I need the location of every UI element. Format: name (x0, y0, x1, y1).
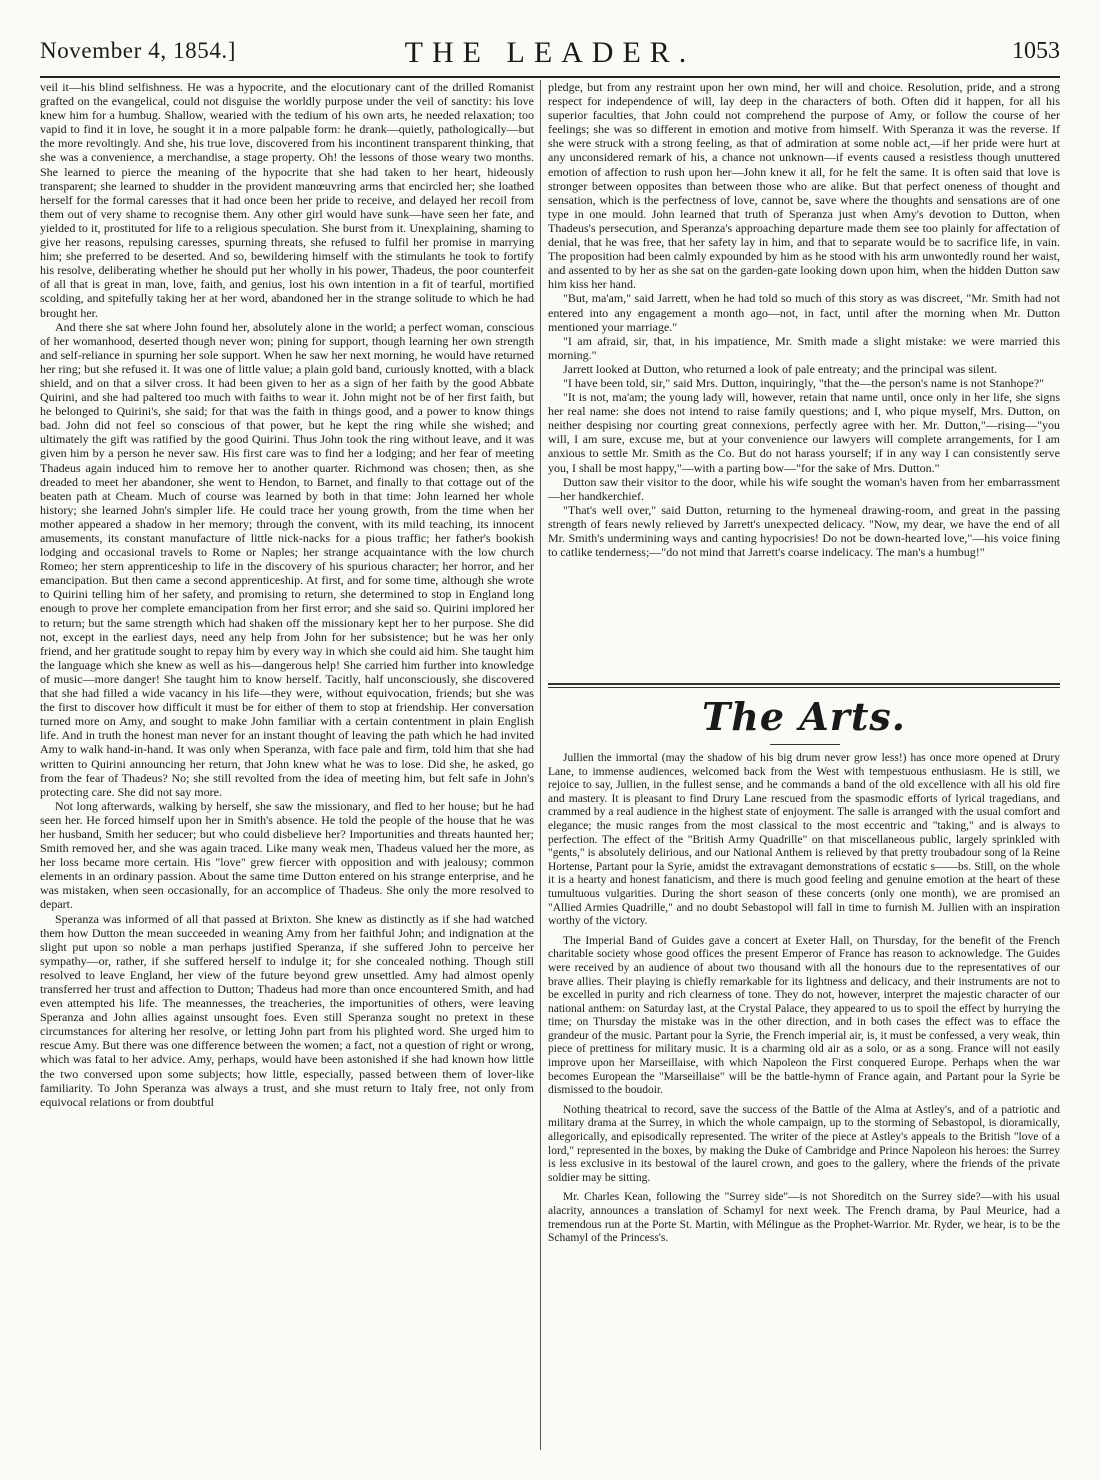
article-paragraph: "I am afraid, sir, that, in his impatience, Mr. Smith made a slight mistake: we were married this morning." (548, 333, 1060, 362)
article-paragraph: Speranza was informed of all that passed at Brixton. She knew as distinctly as if she had watched them how Dutton the mean succeeded in weaning Amy from her faithful John; and indignation at the slight put upon so noble a man perhaps justified Speranza, if she suffered John to perceive her sympathy—or, rather, if she suffered herself to indulge it; for she concealed nothing. Though still resolved to leave England, her view of the future beyond grew unsettled. Amy had almost openly transferred her trust and affection to Dutton; Thadeus had more than once encountered Smith, and had even attempted his life. The meannesses, the treacheries, the importunities of others, were leaving Speranza and John allies against unsought foes. Even still Speranza sought no pretext in these circumstances for altering her resolve, or letting John part from his plighted word. She urged him to rescue Amy. But there was one difference between the women; a fact, not a question of right or wrong, which was fatal to her advice. Amy, perhaps, would have been astonished if she had known how little the two conversed upon some subjects; how little, especially, passed between them of lover-like familiarity. To John Speranza was always a trust, and she must return to Italy free, not only from equivocal relations or from doubtful (40, 911, 534, 1109)
arts-paragraph: The Imperial Band of Guides gave a concert at Exeter Hall, on Thursday, for the benefit of the French charitable society whose good offices the present Emperor of France has reason to acknowledge. The Guides were received by an audience of about two thousand with all the honours due to the representatives of our brave allies. Their playing is chiefly remarkable for its lightness and delicacy, and their instruments are not to be excelled in purity and rich clearness of tone. They do not, however, interpret the majestic character of our national anthem: on Saturday last, at the Crystal Palace, they appeared to us to spoil the effect by hurrying the time; on Thursday the mistake was in the other direction, and in both cases the effect was to efface the grandeur of the music. Partant pour la Syrie, the French imperial air, is, it must be confessed, a very weak, thin piece of prettiness for military music. It is a charming old air as a solo, or as a song. France will not easily improve upon her Marseillaise, with which Napoleon the First conquered Europe. Perhaps when the war becomes European the "Marseillaise" will be the battle-hymn of France again, and Partant pour la Syrie be dismissed to the boudoir. (548, 934, 1060, 1097)
article-paragraph: Jarrett looked at Dutton, who returned a look of pale entreaty; and the principal was silent. (563, 361, 998, 376)
heading-underline (770, 744, 840, 745)
arts-paragraph: Jullien the immortal (may the shadow of his big drum never grow less!) has once more opened at Drury Lane, to immense audiences, welcomed back from the West with tempestuous enthusiasm. He is still, we rejoice to say, Jullien, in the fullest sense, and he commands a band of the old excellence with all his old fire and mastery. It is pleasant to find Drury Lane rescued from the spasmodic efforts of lyrical tragedians, and crammed by a real audience in the highest state of enjoyment. The salle is arranged with the usual comfort and elegance; the music ranges from the most classical to the most eccentric and "taking," and is always to perfection. The effect of the "British Army Quadrille" on that miscellaneous public, largely sprinkled with "gents," is absolutely delirious, and our National Anthem is relieved by that pretty troubadour song of la Reine Hortense, Partant pour la Syrie, amidst the extravagant demonstrations of ecstatic s——bs. Still, on the whole it is a hearty and honest fanaticism, and there is much good feeling and genuine emotion at the heart of these tumultuous vulgarities. During the short season of these concerts (only one month), we are promised an "Allied Armies Quadrille," and no doubt Sebastopol will fall in time to furnish M. Jullien with an inspiration worthy of the victory. (548, 752, 1060, 928)
masthead-rule (40, 76, 1060, 78)
arts-column (548, 752, 1060, 1452)
section-rule (548, 687, 1060, 688)
article-paragraph: pledge, but from any restraint upon her own mind, her will and choice. Resolution, pride, and a strong respect for independence of will, lay deep in the characters of both. Often did it happen, for all his superior faculties, that John could not comprehend the purpose of Amy, or follow the course of her feelings; she was so different in emotion and motive from himself. With Speranza it was the reverse. If she were struck with a strong feeling, as that of admiration at some noble act,—if her pride were hurt at any unconsidered remark of his, a chance not unknown—if events caused a resistless though unuttered emotion of affection to rush upon her—John knew it all, for he felt the same. It is often said that love is stronger between opposites than between those who are alike. But that perfect oneness of thought and sensation, which is the perfectness of love, cannot be, save where the thoughts and sensations are of one type in one mould. John learned that truth of Speranza just when Amy's devotion to Dutton, when Thadeus's persecution, and Speranza's approaching departure made them see too plainly for affectation of denial, that he was free, that her safety lay in him, and that to separate would be to sacrifice life, in vain. The proposition had been calmly expounded by him as he stood with his arm unwontedly round her waist, and assented to by her as she sat on the garden-gate looking down upon him, when the hidden Dutton saw him kiss her hand. (548, 80, 1060, 292)
article-paragraph: Dutton saw their visitor to the door, while his wife sought the woman's haven from her embarrassment—her handkerchief. (548, 474, 1060, 503)
left-column (40, 80, 534, 1448)
article-paragraph: And there she sat where John found her, absolutely alone in the world; a perfect woman, conscious of her womanhood, deserted though never won; pining for support, though learning her own strength and self-reliance in spurning her sole support. When he saw her next morning, he would have returned her ring; but she refused it. It was one of little value; a plain gold band, curiously knotted, with a black shield, and on that a silver cross. It had been given to her as a sign of her faith by the good Abbate Quirini, and she had paltered too much with faiths to wear it. John might not be of her first faith, but he belonged to Quirini's, she said; for that was the faith in things good, and a power to know things bad. John did not feel so conscious of that power, but he kept the ring while she wished; and ultimately the gift was ratified by the good Quirini. Thus John took the ring without leave, and it was given him by a person he never saw. His first care was to find her a lodging; and her fear of meeting Thadeus again induced him to remove her to another quarter. Richmond was chosen; then, as she dreaded to meet her abandoner, she went to Hendon, to Barnet, and finally to that cottage out of the beaten path at Cheam. Much of course was learned by both in that time: John learned her whole history; she learned John's simpler life. He could trace her young growth, from the time when her mother appeared a shadow in her memory; through the convent, with its mild teaching, its innocent amusements, its constant manufacture of little nick-nacks for a pious traffic; her father's bookish lodging and occasional travels to Rome or Naples; her strange acquaintance with the low church Romeo; her stern apprenticeship to life in the discovery of his spurious character; her horror, and her emancipation. But then came a second apprenticeship. At first, and for some time, although she wrote to Quirini telling him of her safety, and promising to return, she determined to stop in England long enough to prove her complete emancipation from her first error; and she said so. Quirini implored her to return; but the same strength which had shaken off the missionary kept her to her purpose. She did not, except in the earliest days, need any help from John for her subsistence; but he was her only friend, and her gratitude sought to repay him by every way in which she could aid him. She taught him the language which she knew as well as his—dangerous help! She carried him further into knowledge of music—more danger! She taught him to know herself. Tacitly, half unconsciously, she discovered that she had filled a wide vacancy in his life—they were, without equivocation, friends; but she was the first to discover how difficult it must be for either of them to stop at friendship. Her conversation turned more on Amy, and sought to make John familiar with a certain contentment in plain English life. And in truth the honest man never for an instant thought of leaving the path which he had invited Amy to walk hand-in-hand. It was only when Speranza, with face pale and firm, told him that she had written to Quirini announcing her return, that John knew what he was to lose. Did she, he asked, go from the fear of Thadeus? No; she still revolted from the idea of meeting him, but felt safe in John's protecting care. She did not say more. (40, 319, 534, 799)
masthead (40, 30, 1060, 74)
page-number: 1053 (1012, 38, 1060, 64)
article-paragraph: veil it—his blind selfishness. He was a hypocrite, and the elocutionary cant of the drilled Romanist grafted on the evangelical, could not disguise the worldly purpose under the veil of sanctity: his love knew him for a humbug. Shallow, wearied with the tedium of his own arts, he needed relaxation; too vapid to find it in love, he sought it in a more palpable form: he drank—quietly, pathologically—but the more revoltingly. And she, his true love, discovered from his incontinent transparent thinking, that she was a convenience, a merchandise, a stage property. Oh! the lessons of those weary two months. She learned to pierce the meaning of the hypocrite that she had taken to her heart, hideously transparent; she learned to shudder in the provident manœuvring arms that encircled her; she loathed herself for the formal caresses that it had once been her pride to receive, and delayed her recoil from them out of very shame to recognise them. Any other girl would have sunk—have seen her fate, and yielded to it, prostituted for life to a religious speculation. She burst from it. Unexplaining, shaming to give her reasons, repulsing caresses, spurning threats, she refused to fulfil her promise in marrying him; she preferred to be deserted. And so, bewildering himself with the stimulants he took to fortify his resolve, deliberating whether he should put her wholly in his power, Thadeus, the poor counterfeit of all that is great in man, love, faith, and genius, lost his own intention in a fit of tearful, mortified scolding, and spitefully taking her at her word, abandoned her in the strange solitude to which he had brought her. (40, 80, 534, 320)
arts-paragraph: Nothing theatrical to record, save the success of the Battle of the Alma at Astley's, and of a patriotic and military drama at the Surrey, in which the whole campaign, up to the storming of Sebastopol, is dioramically, allegorically, and episodically represented. The writer of the piece at Astley's appeals to the British "love of a lord," represented in the boxes, by making the Duke of Cambridge and Prince Napoleon his heroes: the Surrey is less exclusive in its bestowal of the laurel crown, and goes to the gallery, where the friends of the private soldier may be sitting. (548, 1103, 1060, 1184)
section-rule (548, 683, 1060, 685)
column-divider (540, 80, 541, 1450)
article-paragraph: "I have been told, sir," said Mrs. Dutton, inquiringly, "that the—the person's name is not Stanhope?" (563, 375, 1045, 390)
article-paragraph: Not long afterwards, walking by herself, she saw the missionary, and fled to her house; but he had seen her. He forced himself upon her in Smith's absence. He told the people of the house that he was her husband, Smith her seducer; but who could disbelieve her? Importunities and threats haunted her; Smith removed her, and she was again traced. Like many weak men, Thadeus valued her the more, as her loss became more certain. His "love" grew fiercer with opposition and with jealousy; common elements in an ordinary passion. About the same time Dutton entered on his strange enterprise, and he was mistaken, when seen occasionally, for an accomplice of Thadeus. She only the more resolved to depart. (40, 798, 534, 912)
arts-section-heading: The Arts. (702, 694, 906, 739)
article-paragraph: "It is not, ma'am; the young lady will, however, retain that name until, once only in her life, she signs her real name: she does not intend to raise family questions; and I, who pique myself, Mrs. Dutton, on neither despising nor courting great connexions, perfectly agree with her. Mr. Dutton,"—rising—"you will, I am sure, excuse me, but at your convenience our lawyers will complete arrangements, for I am anxious to settle Mr. Smith as the Co. But do not harass yourself; if in any way I can consistently serve you, I shall be most happy,"—with a parting bow—"for the sake of Mrs. Dutton." (548, 390, 1060, 475)
right-column-story (548, 80, 1060, 680)
article-paragraph: "But, ma'am," said Jarrett, when he had told so much of this story as was discreet, "Mr. Smith had not entered into any engagement a month ago—not, in fact, until after the morning when Mr. Dutton mentioned your marriage." (548, 291, 1060, 334)
issue-date: November 4, 1854.] (40, 38, 237, 63)
article-paragraph: "That's well over," said Dutton, returning to the hymeneal drawing-room, and great in the passing strength of fears newly relieved by Jarrett's unexpected delicacy. "Now, my dear, we have the end of all Mr. Smith's undermining ways and canting hypocrisies! Do not be down-hearted love,"—his voice fining to catlike tenderness;—"do not mind that Jarrett's coarse indelicacy. The man's a humbug!" (548, 502, 1060, 560)
arts-paragraph: Mr. Charles Kean, following the "Surrey side"—is not Shoreditch on the Surrey side?—with his usual alacrity, announces a translation of Schamyl for next week. The French drama, by Paul Meurice, had a tremendous run at the Porte St. Martin, with Mélingue as the Prophet-Warrior. Mr. Ryder, we hear, is to be the Schamyl of the Princess's. (548, 1191, 1060, 1245)
newspaper-title: THE LEADER. (404, 36, 696, 69)
